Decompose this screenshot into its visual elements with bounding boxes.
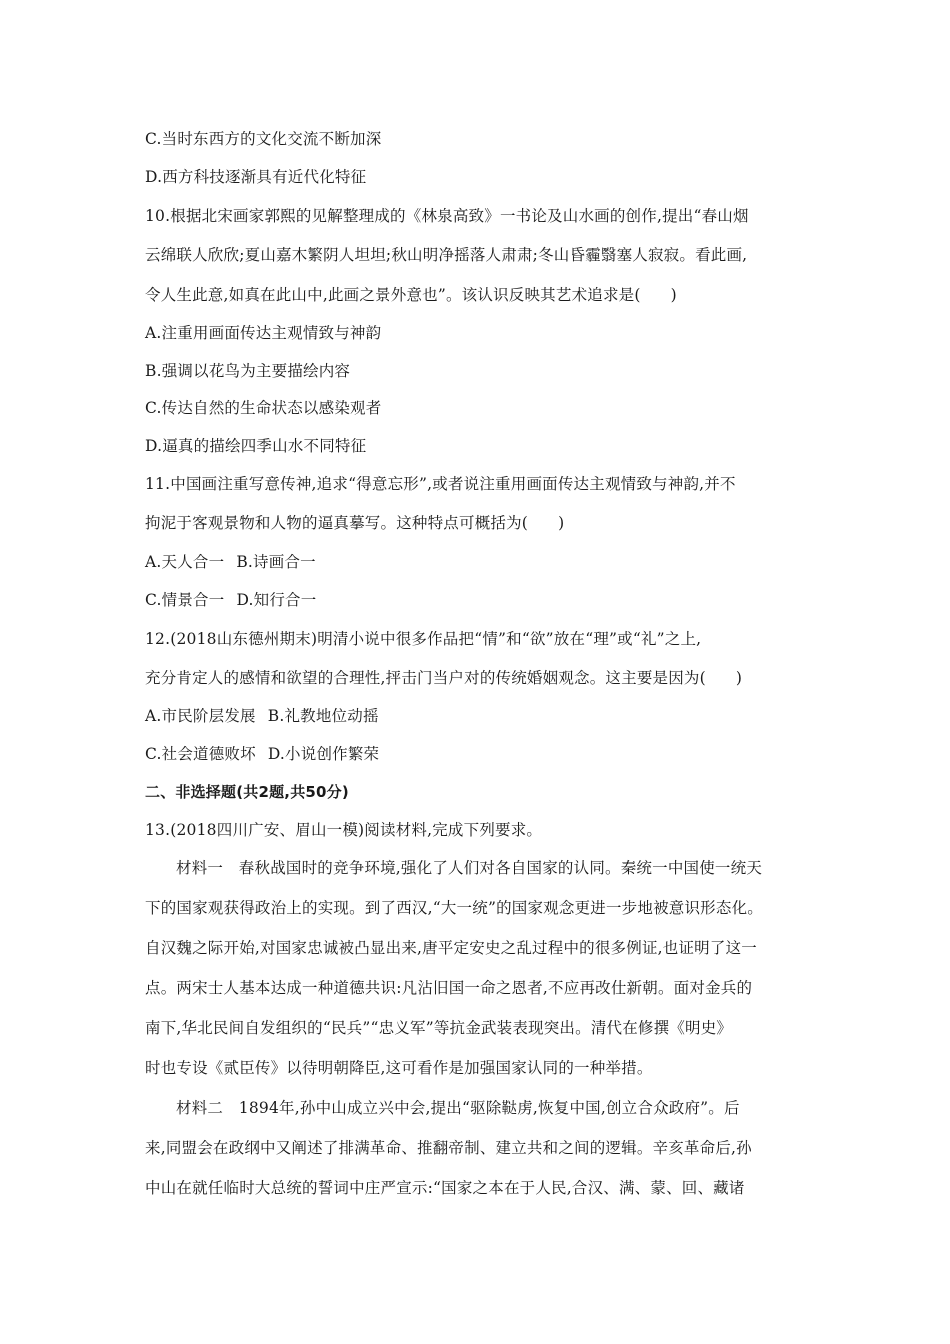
q10-option-d: D.逼真的描绘四季山水不同特征: [145, 437, 367, 455]
q11-stem-line-1: 11.中国画注重写意传神,追求“得意忘形”,或者说注重用画面传达主观情致与神韵,并不: [145, 475, 736, 493]
q10-stem-line-1: 10.根据北宋画家郭熙的见解整理成的《林泉高致》一书论及山水画的创作,提出“春山烟: [145, 207, 749, 225]
section-heading: 二、非选择题(共2题,共50分): [145, 783, 349, 801]
q10-option-a: A.注重用画面传达主观情致与神韵: [145, 324, 382, 342]
q9-option-c: C.当时东西方的文化交流不断加深: [145, 130, 382, 148]
q10-option-b: B.强调以花鸟为主要描绘内容: [145, 362, 351, 380]
q11-options-ab: [145, 551, 316, 573]
q12-stem-line-2: [145, 667, 742, 689]
q11-stem-line-2: [145, 512, 564, 534]
q10-answer-paren-close: ): [670, 286, 677, 304]
material-1-line-5: 南下,华北民间自发组织的“民兵”“忠义军”等抗金武装表现突出。清代在修撰《明史》: [145, 1019, 733, 1037]
q12-answer-paren-close: ): [735, 669, 743, 687]
q12-options-cd: [145, 743, 379, 765]
material-2-line-3: 中山在就任临时大总统的誓词中庄严宣示:“国家之本在于人民,合汉、满、蒙、回、藏诸: [145, 1179, 745, 1197]
q13-stem: 13.(2018四川广安、眉山一模)阅读材料,完成下列要求。: [145, 821, 543, 839]
q11-option-c: C.情景合一: [145, 591, 225, 609]
material-1-line-2: 下的国家观获得政治上的实现。到了西汉,“大一统”的国家观念更进一步地被意识形态化。: [145, 899, 763, 917]
q11-option-a: A.天人合一: [145, 553, 225, 571]
q12-option-b: B.礼教地位动摇: [267, 707, 379, 725]
q12-option-d: D.小说创作繁荣: [267, 745, 380, 763]
material-1-line-1: 材料一 春秋战国时的竞争环境,强化了人们对各自国家的认同。秦统一中国使一统天: [176, 859, 763, 877]
q11-options-cd: [145, 589, 316, 611]
q10-stem-line-3: [145, 284, 677, 306]
material-1-line-6: 时也专设《贰臣传》以待明朝降臣,这可看作是加强国家认同的一种举措。: [145, 1059, 653, 1077]
q10-option-c: C.传达自然的生命状态以感染观者: [145, 399, 382, 417]
q10-stem-line-2: 云绵联人欣欣;夏山嘉木繁阴人坦坦;秋山明净摇落人肃肃;冬山昏霾翳塞人寂寂。看此画,: [145, 246, 748, 264]
q12-stem-text: 充分肯定人的感情和欲望的合理性,抨击门当户对的传统婚姻观念。这主要是因为(: [145, 669, 706, 687]
q12-option-c: C.社会道德败坏: [145, 745, 256, 763]
q12-options-ab: [145, 705, 379, 727]
q10-stem-text: 令人生此意,如真在此山中,此画之景外意也”。该认识反映其艺术追求是(: [145, 286, 641, 304]
q11-answer-paren-close: ): [558, 514, 565, 532]
q11-stem-text: 拘泥于客观景物和人物的逼真摹写。这种特点可概括为(: [145, 514, 529, 532]
material-2-line-2: 来,同盟会在政纲中又阐述了排满革命、推翻帝制、建立共和之间的逻辑。辛亥革命后,孙: [145, 1139, 752, 1157]
q12-option-a: A.市民阶层发展: [145, 707, 256, 725]
q11-option-b: B.诗画合一: [236, 553, 316, 571]
material-1-line-4: 点。两宋士人基本达成一种道德共识:凡沾旧国一命之恩者,不应再改仕新朝。面对金兵的: [145, 979, 753, 997]
q11-option-d: D.知行合一: [236, 591, 317, 609]
material-1-line-3: 自汉魏之际开始,对国家忠诚被凸显出来,唐平定安史之乱过程中的很多例证,也证明了这一: [145, 939, 757, 957]
q9-option-d: D.西方科技逐渐具有近代化特征: [145, 168, 367, 186]
material-2-line-1: 材料二 1894年,孙中山成立兴中会,提出“驱除鞑虏,恢复中国,创立合众政府”。后: [176, 1099, 740, 1117]
q12-stem-line-1: 12.(2018山东德州期末)明清小说中很多作品把“情”和“欲”放在“理”或“礼”之上,: [145, 630, 702, 648]
